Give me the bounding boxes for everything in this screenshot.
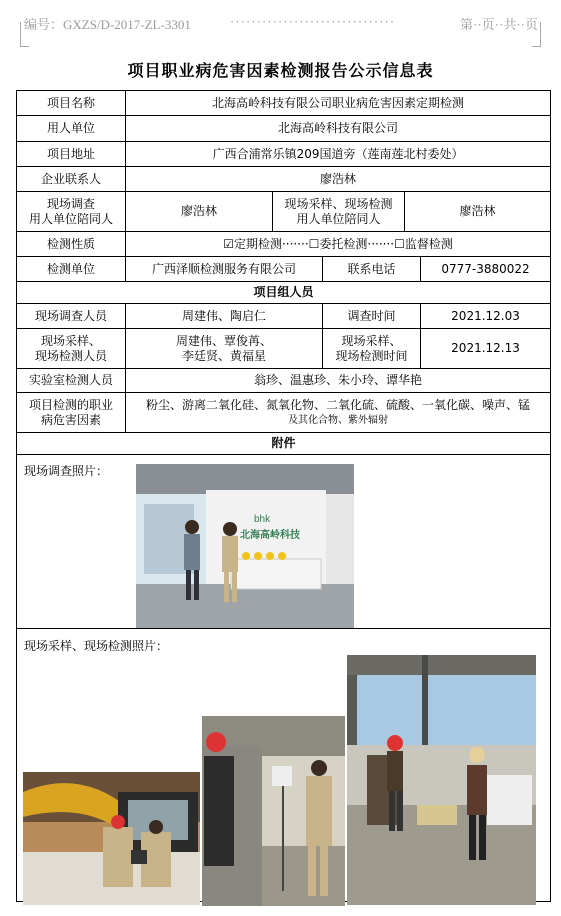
address: 广西合浦常乐镇209国道旁（莲南莲北村委处） (126, 142, 551, 167)
survey-staff: 周建伟、陶启仁 (126, 304, 323, 329)
contact-label: 企业联系人 (17, 167, 126, 192)
project-name: 北海高岭科技有限公司职业病危害因素定期检测 (126, 91, 551, 116)
document-code: 编号：GXZS/D-2017-ZL-3301 (24, 17, 191, 32)
lab-name: 广西泽顺检测服务有限公司 (126, 257, 323, 282)
lab-label: 检测单位 (17, 257, 126, 282)
phone: 0777-3880022 (421, 257, 551, 282)
header-dots: ······························· (230, 14, 396, 29)
lab-staff-label: 实验室检测人员 (17, 369, 126, 393)
sampling-photo-excavator (23, 772, 200, 905)
employer: 北海高岭科技有限公司 (126, 116, 551, 142)
page-count: 第··页··共··页 (460, 17, 538, 32)
lab-staff: 翁珍、温惠珍、朱小玲、谭华艳 (126, 369, 551, 393)
nature-label: 检测性质 (17, 232, 126, 257)
sampling-staff-label: 现场采样、 现场检测人员 (17, 329, 126, 369)
wall-logo: bhk (254, 514, 271, 525)
document-title: 项目职业病危害因素检测报告公示信息表 (127, 61, 434, 80)
sampling-time: 2021.12.13 (421, 329, 551, 369)
survey-staff-label: 现场调查人员 (17, 304, 126, 329)
sampling-photo-factory (202, 716, 345, 906)
hazards-line-1: 粉尘、游离二氧化硅、氮氧化物、二氧化硫、硫酸、一氧化碳、噪声、锰 (146, 397, 531, 412)
address-label: 项目地址 (17, 142, 126, 167)
inspection-nature: ☑定期检测·······☐委托检测·······☐监督检测 (126, 232, 551, 257)
attachments-section-title: 附件 (17, 433, 551, 455)
sampling-photo-yard (347, 655, 536, 905)
corner-mark-right (532, 22, 541, 47)
page-header (20, 12, 540, 40)
employer-label: 用人单位 (17, 116, 126, 142)
survey-companion: 廖浩林 (126, 192, 273, 232)
survey-time: 2021.12.03 (421, 304, 551, 329)
project-name-label: 项目名称 (17, 91, 126, 116)
survey-photo (136, 464, 354, 628)
survey-time-label: 调查时间 (323, 304, 421, 329)
sampling-photos-label: 现场采样、现场检测照片： (24, 639, 169, 653)
hazards-line-2: 及其化合物、紫外辐射 (288, 414, 389, 426)
phone-label: 联系电话 (323, 257, 421, 282)
contact: 廖浩林 (126, 167, 551, 192)
wall-company-name: 北海高岭科技 (240, 530, 300, 541)
sampling-staff: 周建伟、覃俊苒、 李廷贤、黄福星 (126, 329, 323, 369)
sampling-companion-label: 现场采样、现场检测 用人单位陪同人 (273, 192, 405, 232)
survey-photos-label: 现场调查照片： (24, 464, 109, 478)
survey-companion-label: 现场调查 用人单位陪同人 (17, 192, 126, 232)
corner-mark-left (20, 22, 29, 47)
sampling-time-label: 现场采样、 现场检测时间 (323, 329, 421, 369)
hazards-label: 项目检测的职业 病危害因素 (17, 393, 126, 433)
sampling-companion: 廖浩林 (405, 192, 551, 232)
team-section-title: 项目组人员 (17, 282, 551, 304)
